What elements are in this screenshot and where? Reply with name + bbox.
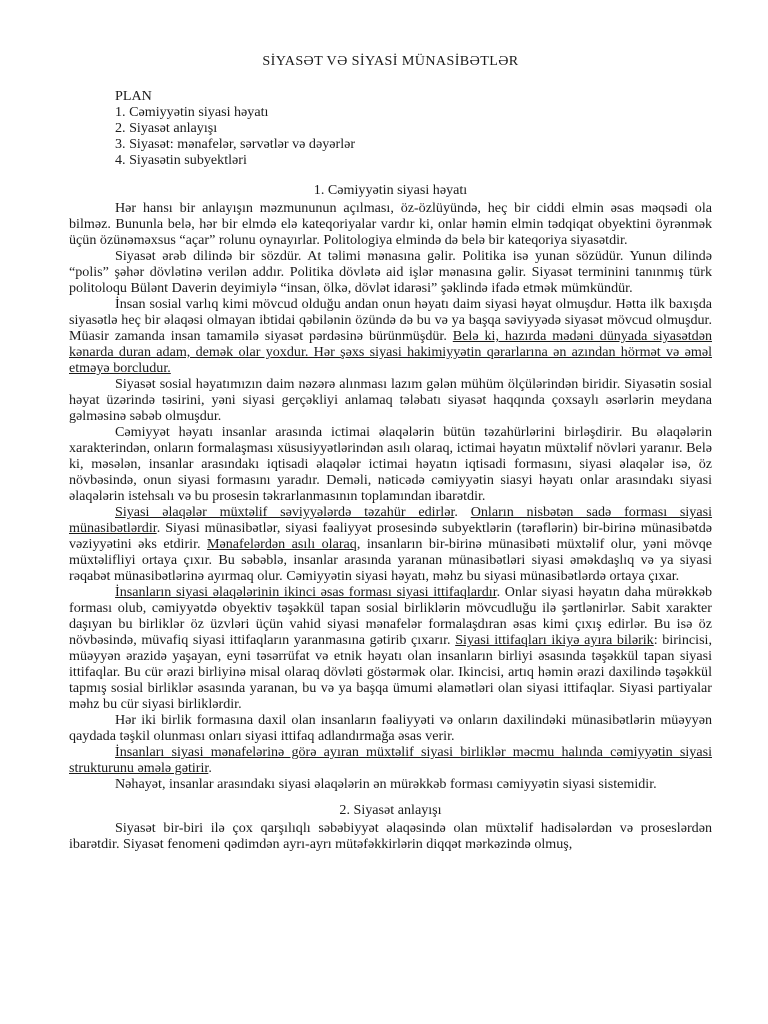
- section-heading: 2. Siyasət anlayışı: [339, 802, 442, 818]
- underlined-text: Belə ki, hazırda mədəni dünyada siyasətdən kənarda duran adam, demək olar yoxdur. Hər şəxs siyasi hakimiyyətin qərarlarına ən azından hörmət və əməl etməyə borcludur.: [69, 328, 712, 376]
- plan-label: PLAN: [115, 88, 152, 104]
- paragraph: [69, 584, 712, 712]
- underlined-text: Mənafelərdən asılı olaraq: [206, 536, 357, 552]
- paragraph: [69, 296, 712, 376]
- plan-item: 4. Siyasətin subyektləri: [115, 152, 247, 168]
- paragraph: Hər iki birlik formasına daxil olan insanların fəaliyyəti və onların daxilindəki münasibətlərin müəyyən qaydada təşkil olunması onları siyasi ittifaq adlandırmağa əsas verir.: [69, 712, 712, 744]
- paragraph-text: . Onlar siyasi həyatın daha mürəkkəb forması olub, cəmiyyətdə obyektiv təşəkkül tapan sosial birliklərin mövcudluğu ilə şərtlənirlər. Sabit xarakter daşıyan bu birliklər öz üzvləri üçün vahid siyasi mənafelər formalaşdıran əsas kimi çıxış edirlər. Bu isə öz növbəsində, müvafiq siyasi ittifaqların yaranmasına gətirib çıxarır.: [69, 584, 712, 648]
- paragraph: Cəmiyyət həyatı insanlar arasında ictimai əlaqələrin bütün təzahürlərini birləşdirir. Bu əlaqələrin xarakterindən, onların formalaşması xüsusiyyətlərindən asılı olaraq, ictimai həyatın müxtəlif növləri yaranır. Belə ki, məsələn, insanlar arasındakı iqtisadi əlaqələr ictimai həyatın iqtisadi formasını, siyasi əlaqələr isə, öz növbəsində, onun siyasi formasını yaradır. Deməli, nəticədə cəmiyyətin siasyi həyatı onlar arasındakı siyasi əlaqələrin istehsalı və bu prosesin təkrarlanmasının toplamından ibarətdir.: [69, 424, 712, 504]
- paragraph: Nəhayət, insanlar arasındakı siyasi əlaqələrin ən mürəkkəb forması cəmiyyətin siyasi sistemidir.: [115, 776, 657, 792]
- paragraph: Siyasət ərəb dilində bir sözdür. At təlimi mənasına gəlir. Politika isə yunan sözüdür. Yunun dilində “polis” şəhər dövlətinə verilən addır. Politika dövlətə aid işlər mənasına gəlir. Siyasət terminini tanınmış türk politoloqu Bülənt Daverin deyimiylə “insan, ölkə, dövlət idarəsi” şəklində ifadə etmək mümkündür.: [69, 248, 712, 296]
- underlined-text: İnsanların siyasi əlaqələrinin ikinci əsas forması siyasi ittifaqlardır: [115, 584, 497, 600]
- paragraph: Siyasət sosial həyatımızın daim nəzərə alınması lazım gələn mühüm ölçülərindən biridir. Siyasətin sosial həyat üzərində təsirini, yəni siyasi gerçəkliyi anlamaq tələbatı siyasət haqqında çoxsaylı əsərlərin meydana gəlməsinə səbəb olmuşdur.: [69, 376, 712, 424]
- paragraph-text: .: [454, 504, 471, 520]
- paragraph: Siyasət bir-biri ilə çox qarşılıqlı səbəbiyyət əlaqəsində olan müxtəlif hadisələrdən və proseslərdən ibarətdir. Siyasət fenomeni qədimdən ayrı-ayrı mütəfəkkirlərin diqqət mərkəzində olmuş,: [69, 820, 712, 852]
- plan-item: 2. Siyasət anlayışı: [115, 120, 218, 136]
- section-heading: 1. Cəmiyyətin siyasi həyatı: [313, 182, 468, 198]
- plan-item: 1. Cəmiyyətin siyasi həyatı: [115, 104, 269, 120]
- paragraph-text: .: [208, 760, 212, 776]
- document-title: SİYASƏT VƏ SİYASİ MÜNASİBƏTLƏR: [262, 53, 519, 69]
- paragraph-text: : birincisi, müəyyən ərazidə yaşayan, eyni təsərrüfat və etnik həyatı olan insanların birliyi əsasında təşəkkül tapan siyasi ittifaqlar. Bu cür ərazi birliyinə misal olaraq dövləti göstərmək olar. Ikincisi, artıq həmin ərazi daxilində təşəkkül tapmış sosial birliklər əsasında yaranan, bu və ya başqa ümumi əlamətləri olan siyasi ittifaqlar. Siyasi partiyalar məhz bu cür siyasi birliklərdir.: [69, 632, 712, 712]
- underlined-text: Siyasi ittifaqları ikiyə ayıra bilərik: [455, 632, 654, 648]
- paragraph: [69, 504, 712, 584]
- paragraph-text: İnsan sosial varlıq kimi mövcud olduğu andan onun həyatı daim siyasi həyat olmuşdur. Hətta ilk baxışda siyasətlə heç bir əlaqəsi olmayan ibtidai qəbilənin özündə də bu və ya başqa səviyyədə siyasət mövcud olmuşdur. Müasir zamanda insan tamamilə siyasət pərdəsinə bürünmüşdür.: [69, 296, 712, 344]
- underlined-text: İnsanları siyasi mənafelərinə görə ayıran müxtəlif siyasi birliklər məcmu halında cəmiyyətin siyasi strukturunu əmələ gətirir: [69, 744, 712, 776]
- paragraph-text: . Siyasi münasibətlər, siyasi fəaliyyət prosesində subyektlərin (tərəflərin) bir-birinə münasibətdə vəziyyətini əks etdirir.: [69, 520, 712, 552]
- paragraph-text: , insanların bir-birinə münasibəti müxtəlif olur, yəni mövqe müxtəlifliyi ortaya çıxır. Bu səbəblə, insanlar arasında yaranan münasibətləri siyasi əməkdaşlıq və ya siyasi rəqabət münasibətlərinə ayırmaq olur. Cəmiyyətin siyasi həyatı, məhz bu siyasi münasibətlərdə ortaya çıxar.: [69, 536, 712, 584]
- underlined-text: Siyasi əlaqələr müxtəlif səviyyələrdə təzahür edirlər: [115, 504, 455, 520]
- paragraph: Hər hansı bir anlayışın məzmununun açılması, öz-özlüyündə, heç bir ciddi elmin əsas məqsədi ola bilməz. Bununla belə, hər bir elmdə elə kateqoriyalar vardır ki, onlar həmin elmin tədqiqat obyektini öyrənmək üçün özünəməxsus “açar” rolunu oynayırlar. Politologiya elmində də belə bir kateqoriya siyasətdir.: [69, 200, 712, 248]
- plan-list: [115, 88, 712, 168]
- underlined-text: Onların nisbətən sadə forması siyasi münasibətlərdir: [69, 504, 713, 536]
- paragraph: [69, 744, 712, 776]
- plan-item: 3. Siyasət: mənafelər, sərvətlər və dəyərlər: [115, 136, 356, 152]
